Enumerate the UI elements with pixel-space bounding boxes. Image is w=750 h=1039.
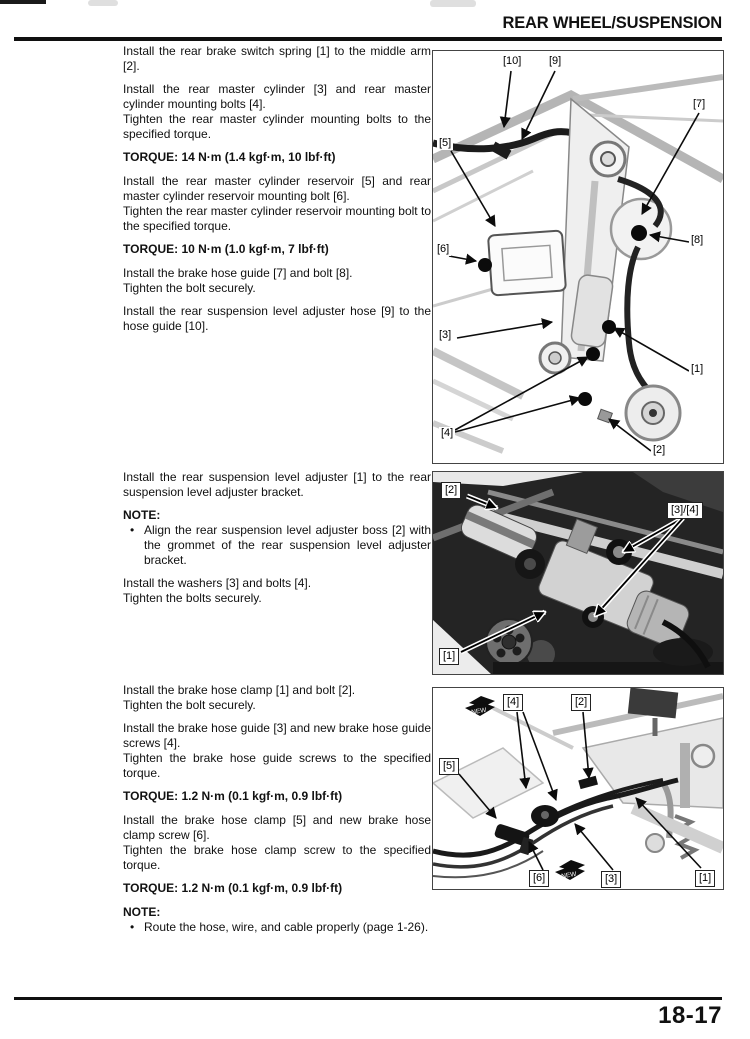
note-bullet (123, 920, 431, 935)
note-bullet (123, 523, 431, 568)
new-part-icon (463, 694, 497, 725)
new-part-icon (553, 858, 587, 889)
callout-label: [3]/[4] (667, 502, 703, 519)
instruction-text: Install the brake hose clamp [1] and bolt [2]. (123, 683, 356, 697)
bullet-glyph: • (130, 523, 135, 537)
callout-label: [2] (441, 482, 461, 499)
instruction-text: Tighten the bolt securely. (123, 281, 256, 295)
callout-label: [1] (695, 870, 715, 887)
callout-label: [1] (691, 363, 704, 375)
torque-spec: TORQUE: 14 N·m (1.4 kgf·m, 10 lbf·ft) (123, 150, 336, 164)
footer-rule (14, 997, 722, 1000)
page-title: REAR WHEEL/SUSPENSION (502, 14, 722, 32)
note-heading: NOTE: (123, 905, 161, 919)
callout-label: [9] (549, 55, 562, 67)
callout-label: [10] (503, 55, 522, 67)
instruction-text: Install the rear suspension level adjuster hose [9] to the hose guide [10]. (123, 304, 431, 333)
figure-level-adjuster-photo (432, 471, 724, 675)
callout-label: [7] (693, 98, 706, 110)
callout-label: [5] (439, 137, 452, 149)
figure-brake-hose-clamp-diagram (432, 687, 724, 890)
callout-label: [6] (437, 243, 450, 255)
scan-artifact (0, 0, 46, 4)
instruction-text: Tighten the brake hose clamp screw to the specified torque. (123, 843, 431, 872)
new-badge-text: NEW (470, 706, 487, 717)
page-number: 18-17 (658, 1002, 722, 1029)
note-bullet-text: Align the rear suspension level adjuster boss [2] with the grommet of the rear suspension level adjuster bracket. (144, 523, 431, 567)
callout-label: [3] (439, 329, 452, 341)
callout-label: [3] (601, 871, 621, 888)
header-rule (14, 37, 722, 41)
callout-label: [2] (571, 694, 591, 711)
callout-label: [2] (653, 444, 666, 456)
section-level-adjuster-install (123, 470, 431, 614)
new-badge-text: NEW (560, 870, 577, 881)
instruction-text: Tighten the bolt securely. (123, 698, 256, 712)
scan-artifact (430, 0, 476, 7)
torque-spec: TORQUE: 10 N·m (1.0 kgf·m, 7 lbf·ft) (123, 242, 329, 256)
figure-artwork (433, 51, 723, 463)
instruction-text: Install the rear master cylinder [3] and rear master cylinder mounting bolts [4]. (123, 82, 431, 111)
callout-label: [4] (503, 694, 523, 711)
callout-label: [4] (441, 427, 454, 439)
scan-artifact (88, 0, 118, 6)
note-bullet-text: Route the hose, wire, and cable properly (page 1-26). (144, 920, 429, 934)
instruction-text: Tighten the rear master cylinder mounting bolts to the specified torque. (123, 112, 431, 141)
instruction-text: Install the brake hose guide [3] and new brake hose guide screws [4]. (123, 721, 431, 750)
instruction-text: Install the rear brake switch spring [1] to the middle arm [2]. (123, 44, 431, 73)
instruction-text: Tighten the rear master cylinder reservoir mounting bolt to the specified torque. (123, 204, 431, 233)
instruction-text: Tighten the bolts securely. (123, 591, 262, 605)
instruction-text: Tighten the brake hose guide screws to the specified torque. (123, 751, 431, 780)
callout-label: [6] (529, 870, 549, 887)
bullet-glyph: • (130, 920, 135, 934)
note-heading: NOTE: (123, 508, 161, 522)
instruction-text: Install the brake hose guide [7] and bolt [8]. (123, 266, 353, 280)
instruction-text: Install the rear master cylinder reservoir [5] and rear master cylinder reservoir mounting bolt [6]. (123, 174, 431, 203)
section-brake-hose-clamp-install (123, 683, 431, 943)
instruction-text: Install the brake hose clamp [5] and new brake hose clamp screw [6]. (123, 813, 431, 842)
torque-spec: TORQUE: 1.2 N·m (0.1 kgf·m, 0.9 lbf·ft) (123, 789, 343, 803)
callout-label: [8] (691, 234, 704, 246)
instruction-text: Install the washers [3] and bolts [4]. (123, 576, 312, 590)
callout-label: [5] (439, 758, 459, 775)
callout-label: [1] (439, 648, 459, 665)
figure-master-cylinder-diagram (432, 50, 724, 464)
instruction-text: Install the rear suspension level adjuster [1] to the rear suspension level adjuster bracket. (123, 470, 431, 499)
section-master-cylinder-install (123, 44, 431, 342)
torque-spec: TORQUE: 1.2 N·m (0.1 kgf·m, 0.9 lbf·ft) (123, 881, 343, 895)
